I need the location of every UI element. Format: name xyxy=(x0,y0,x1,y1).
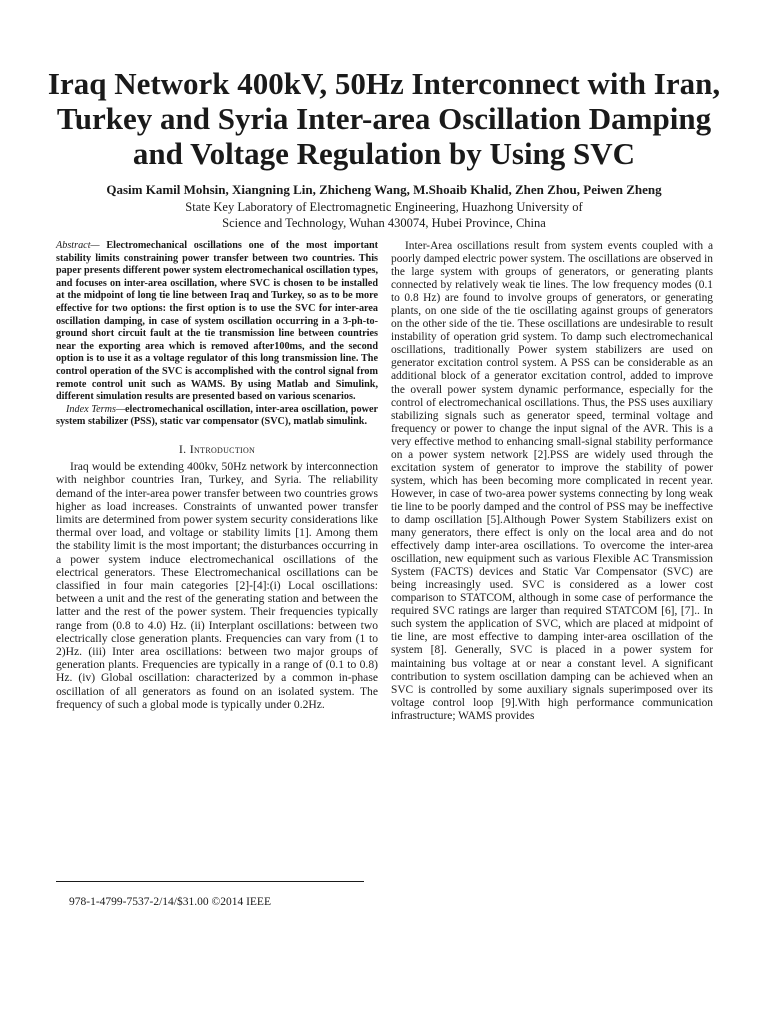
abstract-lead: Abstract— xyxy=(56,240,100,251)
left-column xyxy=(56,240,378,711)
footnote-divider xyxy=(56,881,364,882)
affiliation-line-2: Science and Technology, Wuhan 430074, Hubei Province, China xyxy=(222,216,546,230)
copyright-footnote: 978-1-4799-7537-2/14/$31.00 ©2014 IEEE xyxy=(69,896,271,908)
right-column-paragraph: Inter-Area oscillations result from system events coupled with a poorly damped electric power system. The oscillations are observed in the large system with groups of generators, or generating plants connected by relatively weak tie lines. The low frequency modes (0.1 to 0.8 Hz) are found to involve groups of generators, or generating plants, on one side of the tie oscillating against groups of generators on the other side of the tie. These oscillations are undesirable to result instability of operation grid system. To damp such electromechanical oscillations, traditionally Power system stabilizers are used on generator excitation control system. A PSS can be considerable as an additional block of a generator excitation control, added to improve the overall power system dynamic performance, especially for the control of electromechanical oscillations. Thus, the PSS uses auxiliary stabilizing signals such as generator speed, terminal voltage and frequency or power to change the input signal of the AVR. This is a very effective method to enhancing small-signal stability performance on a power system network [2].PSS are widely used through the excitation system of generator to improve the stability of power system, which has been becoming more complicated in recent year. However, in case of two-area power systems connecting by long weak tie line to be poorly damped and the control of PSS may be ineffective to damp oscillation [5].Although Power System Stabilizers exist on many generators, there effect is only on the local area and do not effectively damp inter-area oscillations. To overcome the inter-area oscillation, new equipment such as various Flexible AC Transmission System (FACTS) devices and Static Var Compensator (SVC) are being increasingly used. SVC is considered as a lower cost comparison to STATCOM, although in some case of performance the required SVC ratings are larger than required STATCOM [6], [7].. In such system the application of SVC, which are placed at midpoint of tie line, are most effective to damping inter-area oscillation of the system [8]. Generally, SVC is placed in a power system for maintaining bus voltage at or near a constant level. A significant contribution to system oscillation damping can be achieved when an SVC is controlled by some auxiliary signals superimposed over its voltage control loop [9].With high performance communication infrastructure; WAMS provides xyxy=(391,240,713,722)
abstract-text: Electromechanical oscillations one of the most important stability limits constraining power transfer between two countries. This paper presents different power system electromechanical oscillation types, and focuses on inter-area oscillation, where SVC is chosen to be installed at the midpoint of long tie line between Iraq and Turkey, so as to be more effective for two options: the first option is to use the SVC for inter-area oscillation damping, in case of system oscillation occurring in a 3-ph-to-ground short circuit fault at the tie transmission line between countries near the exporting area which is removed after100ms, and the second option is to use it as a voltage regulator of this long transmission line. The control operation of the SVC is accomplished with the control signal from remote control unit such as WAMS. By using Matlab and Simulink, different simulation results are presented based on various scenarios. xyxy=(56,240,378,403)
index-terms-text: electromechanical oscillation, inter-area oscillation, power system stabilizer (PSS), static var compensator (SVC), matlab simulink. xyxy=(56,403,378,428)
author-list: Qasim Kamil Mohsin, Xiangning Lin, Zhicheng Wang, M.Shoaib Khalid, Zhen Zhou, Peiwen Zheng xyxy=(106,182,662,197)
section-heading-introduction: I. Introduction xyxy=(178,441,256,456)
index-terms-lead: Index Terms— xyxy=(66,403,125,415)
paper-title: Iraq Network 400kV, 50Hz Interconnect with Iran, Turkey and Syria Inter-area Oscillation Damping and Voltage Regulation by Using SVC xyxy=(47,66,721,171)
intro-paragraph: Iraq would be extending 400kv, 50Hz network by interconnection with neighbor countries Iran, Turkey, and Syria. The reliability demand of the inter-area power transfer between two countries grows higher as load increases. Constraints of unwanted power transfer limits are determined from power system security considerations like thermal over load, and voltage or stability limits [1]. Among them the stability limit is the most important; the disturbances occurring in a power system induce electromechanical oscillations of the electrical generators. These Electromechanical oscillations can be classified in four main categories [2]-[4]:(i) Local oscillations: between a unit and the rest of the generating station and between the latter and the rest of the power system. Their frequencies typically range from (0.8 to 4.0) Hz. (ii) Interplant oscillations: between two electrically close generation plants. Frequencies can vary from (1 to 2)Hz. (iii) Inter area oscillations: between two major groups of generation plants. Frequencies are typically in a range of (0.1 to 0.8) Hz. (iv) Global oscillation: characterized by a common in-phase oscillation of all generators as found on an isolated system. The frequency of such a global mode is typically under 0.2Hz. xyxy=(56,460,379,711)
index-terms xyxy=(56,404,378,429)
affiliation-line-1: State Key Laboratory of Electromagnetic Engineering, Huazhong University of xyxy=(185,200,583,214)
right-column xyxy=(391,240,713,723)
abstract xyxy=(56,240,378,404)
affiliation xyxy=(40,199,728,231)
